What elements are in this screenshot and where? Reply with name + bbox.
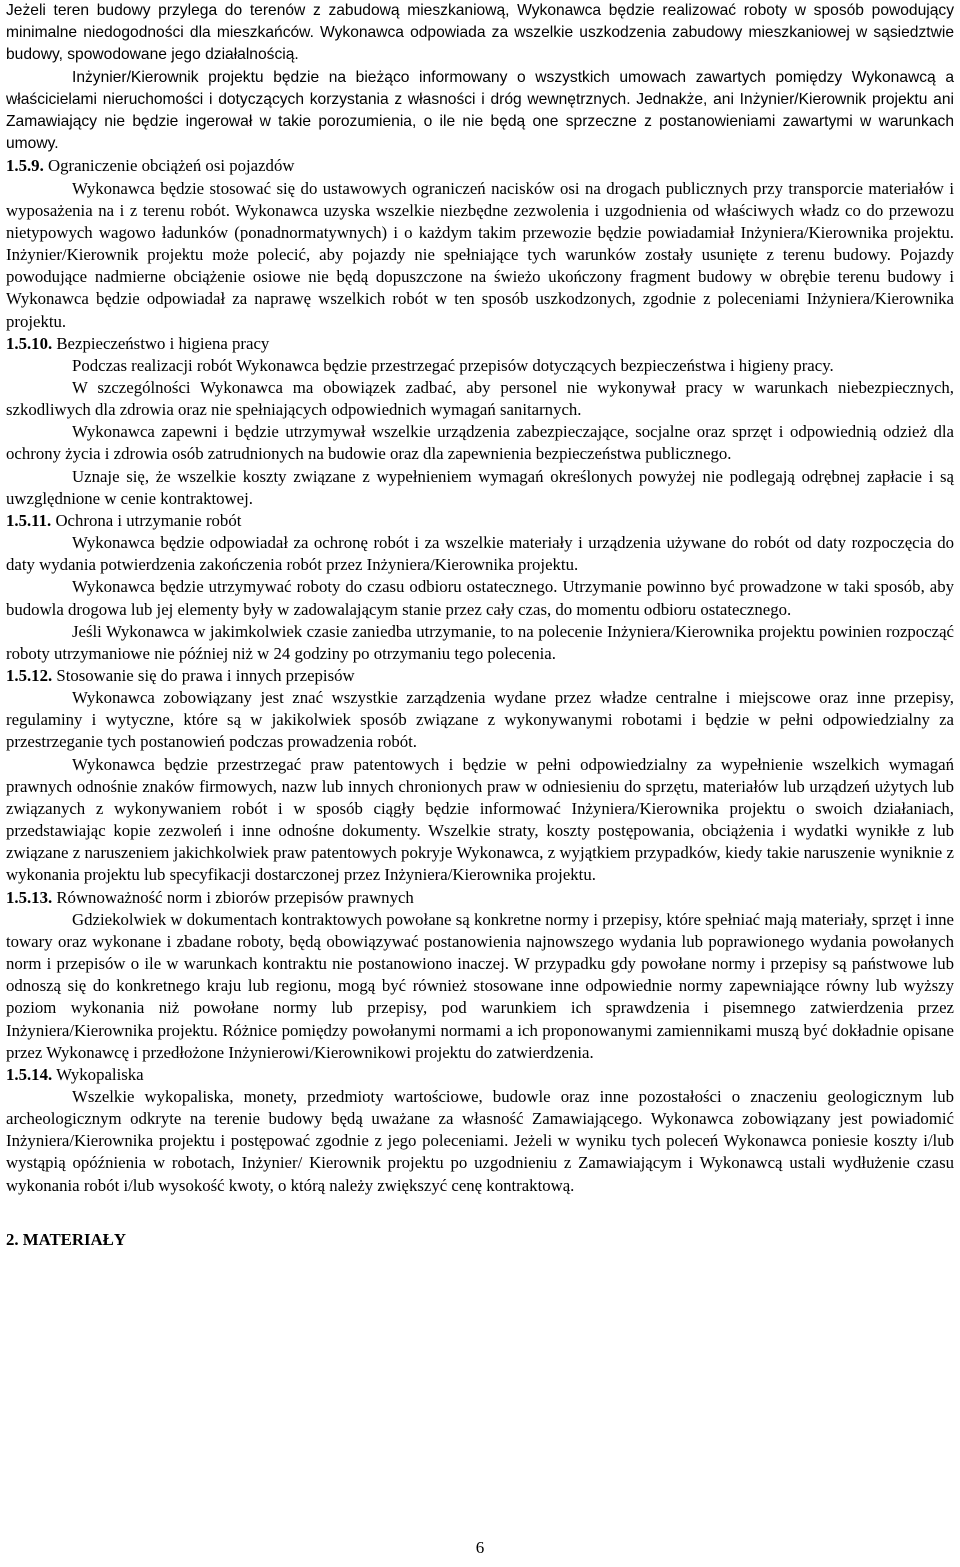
paragraph-neighbouring-buildings: Jeżeli teren budowy przylega do terenów z zabudową mieszkaniową, Wykonawca będzie realizować roboty w sposób powodujący minimalne niedogodności dla mieszkańców. Wykonawca odpowiada za wszelkie uszkodzenia zabudowy mieszkaniowej w sąsiedztwie budowy, spowodowane jego działalnością. (6, 2, 954, 64)
section-paragraph: Wykonawca zapewni i będzie utrzymywał wszelkie urządzenia zabezpieczające, socjalne oraz sprzęt i odpowiednią odzież dla ochrony życia i zdrowia osób zatrudnionych na budowie oraz dla zapewnienia bezpieczeństwa publicznego. (6, 422, 954, 464)
section-1-5-14 (6, 1064, 954, 1197)
section-paragraph: Wykonawca będzie utrzymywać roboty do czasu odbioru ostatecznego. Utrzymanie powinno być prowadzone w taki sposób, aby budowla drogowa lub jej elementy były w zadowalającym stanie przez cały czas, do momentu odbioru ostatecznego. (6, 577, 954, 619)
section-number: 1.5.11. (6, 510, 52, 530)
section-paragraph: Wykonawca będzie odpowiadał za ochronę robót i za wszelkie materiały i urządzenia używane do robót od daty rozpoczęcia do daty wydania potwierdzenia zakończenia robót przez Inżyniera/Kierownika projektu. (6, 533, 954, 575)
section-paragraph: Podczas realizacji robót Wykonawca będzie przestrzegać przepisów dotyczących bezpieczeństwa i higieny pracy. (72, 355, 834, 375)
page-number: 6 (475, 1538, 485, 1557)
section-title: Bezpieczeństwo i higiena pracy (56, 333, 270, 353)
section-paragraph: Wykonawca będzie stosować się do ustawowych ograniczeń nacisków osi na drogach publicznych przy transporcie materiałów i wyposażenia na i z terenu robót. Wykonawca uzyska wszelkie niezbędne zezwolenia i uzgodnienia od właściwych władz co do przewozu nietypowych wagowo ładunków (ponadnormatywnych) i o każdym takim przewozie będzie powiadamiał Inżyniera/Kierownika projektu. Inżynier/Kierownik projektu może polecić, aby pojazdy nie spełniające tych warunków zostały usunięte z terenu budowy. Pojazdy powodujące nadmierne obciążenie osiowe nie będą dopuszczone na świeżo ukończony fragment budowy w obrębie terenu budowy i Wykonawca będzie odpowiadał za naprawę wszelkich robót w ten sposób uszkodzonych, zgodnie z poleceniami Inżyniera/Kierownika projektu. (6, 178, 954, 331)
section-number: 1.5.9. (6, 156, 44, 176)
section-paragraph: Gdziekolwiek w dokumentach kontraktowych powołane są konkretne normy i przepisy, które spełniać mają materiały, sprzęt i inne towary oraz wykonane i zbadane roboty, będą obowiązywać postanowienia najnowszego wydania lub poprawionego wydania powołanych norm i przepisów o ile w warunkach kontraktu nie postanowiono inaczej. W przypadku gdy powołane normy i przepisy są państwowe lub odnoszą się do konkretnego kraju lub regionu, mogą być również stosowane inne odpowiednie normy zapewniające równy lub wyższy poziom wykonania niż powołane normy lub przepisy, pod warunkiem ich sprawdzenia i pisemnego zatwierdzenia przez Inżyniera/Kierownika projektu. Różnice pomiędzy powołanymi normami a ich proponowanymi zamiennikami muszą być dokładnie opisane przez Wykonawcę i przedłożone Inżynierowi/Kierownikowi projektu do zatwierdzenia. (6, 909, 954, 1062)
section-number: 1.5.13. (6, 887, 53, 907)
section-heading (6, 510, 954, 532)
section-1-5-11 (6, 510, 954, 665)
section-1-5-9 (6, 155, 954, 332)
section-heading (6, 665, 954, 687)
section-number: 1.5.14. (6, 1064, 53, 1084)
chapter-heading: 2. MATERIAŁY (6, 1229, 126, 1249)
section-paragraph: Jeśli Wykonawca w jakimkolwiek czasie zaniedba utrzymanie, to na polecenie Inżyniera/Kierownika projektu powinien rozpocząć roboty utrzymaniowe nie później niż w 24 godziny po otrzymaniu tego polecenia. (6, 621, 954, 663)
section-paragraph: Wszelkie wykopaliska, monety, przedmioty wartościowe, budowle oraz inne pozostałości o znaczeniu geologicznym lub archeologicznym odkryte na terenie budowy będą uważane za własność Zamawiającego. Wykonawca zobowiązany jest powiadomić Inżyniera/Kierownika projektu i postępować zgodnie z jego poleceniami. Jeżeli w wyniku tych poleceń Wykonawca poniesie koszty i/lub wystąpią opóźnienia w robotach, Inżynier/ Kierownik projektu po uzgodnieniu z Zamawiającym i Wykonawcą ustali wydłużenie czasu wykonania robót i/lub wysokość kwoty, o którą należy zwiększyć cenę kontraktową. (6, 1086, 954, 1195)
section-title: Równoważność norm i zbiorów przepisów prawnych (56, 887, 414, 907)
section-heading (6, 887, 954, 909)
paragraph-owner-agreements: Inżynier/Kierownik projektu będzie na bieżąco informowany o wszystkich umowach zawartych pomiędzy Wykonawcą a właścicielami nieruchomości i dotyczących korzystania z własności i dróg wewnętrznych. Jednakże, ani Inżynier/Kierownik projektu ani Zamawiający nie będzie ingerował w takie porozumienia, o ile nie będą one sprzeczne z postanowieniami zawartymi w warunkach umowy. (6, 68, 954, 153)
section-paragraph: Wykonawca zobowiązany jest znać wszystkie zarządzenia wydane przez władze centralne i miejscowe oraz inne przepisy, regulaminy i wytyczne, które są w jakikolwiek sposób związane z wykonywanymi robotami i będzie w pełni odpowiedzialny za przestrzeganie tych postanowień podczas prowadzenia robót. (6, 688, 954, 752)
document-page (6, 0, 954, 1251)
section-heading (6, 155, 954, 177)
section-title: Stosowanie się do prawa i innych przepisów (56, 666, 355, 686)
section-1-5-12 (6, 665, 954, 887)
section-title: Ochrona i utrzymanie robót (55, 510, 242, 530)
section-heading (6, 333, 954, 355)
section-paragraph: Uznaje się, że wszelkie koszty związane z wypełnieniem wymagań określonych powyżej nie podlegają odrębnej zapłacie i są uwzględnione w cenie kontraktowej. (6, 466, 954, 508)
section-paragraph: W szczególności Wykonawca ma obowiązek zadbać, aby personel nie wykonywał pracy w warunkach niebezpiecznych, szkodliwych dla zdrowia oraz nie spełniających odpowiednich wymagań sanitarnych. (6, 377, 954, 420)
section-paragraph: Wykonawca będzie przestrzegać praw patentowych i będzie w pełni odpowiedzialny za wypełnienie wszelkich wymagań prawnych odnośnie znaków firmowych, nazw lub innych chronionych praw w odniesieniu do sprzętu, materiałów lub urządzeń użytych lub związanych z wykonywaniem robót i w sposób ciągły będzie informować Inżyniera/Kierownika projektu o swoich działaniach, przedstawiając kopie zezwoleń i inne odnośne dokumenty. Wszelkie straty, koszty postępowania, obciążenia i wydatki wynikłe z lub związane z naruszeniem jakichkolwiek praw patentowych pokryje Wykonawca, z wyjątkiem przypadków, kiedy takie naruszenie wyniknie z wykonania projektu lub specyfikacji dostarczonej przez Inżyniera/Kierownika projektu. (6, 754, 954, 885)
section-title: Wykopaliska (56, 1064, 144, 1084)
section-title: Ograniczenie obciążeń osi pojazdów (47, 156, 295, 176)
section-1-5-10 (6, 333, 954, 510)
section-1-5-13 (6, 887, 954, 1064)
spacer (6, 1197, 954, 1219)
section-heading (6, 1064, 954, 1086)
section-number: 1.5.12. (6, 666, 53, 686)
section-number: 1.5.10. (6, 333, 53, 353)
